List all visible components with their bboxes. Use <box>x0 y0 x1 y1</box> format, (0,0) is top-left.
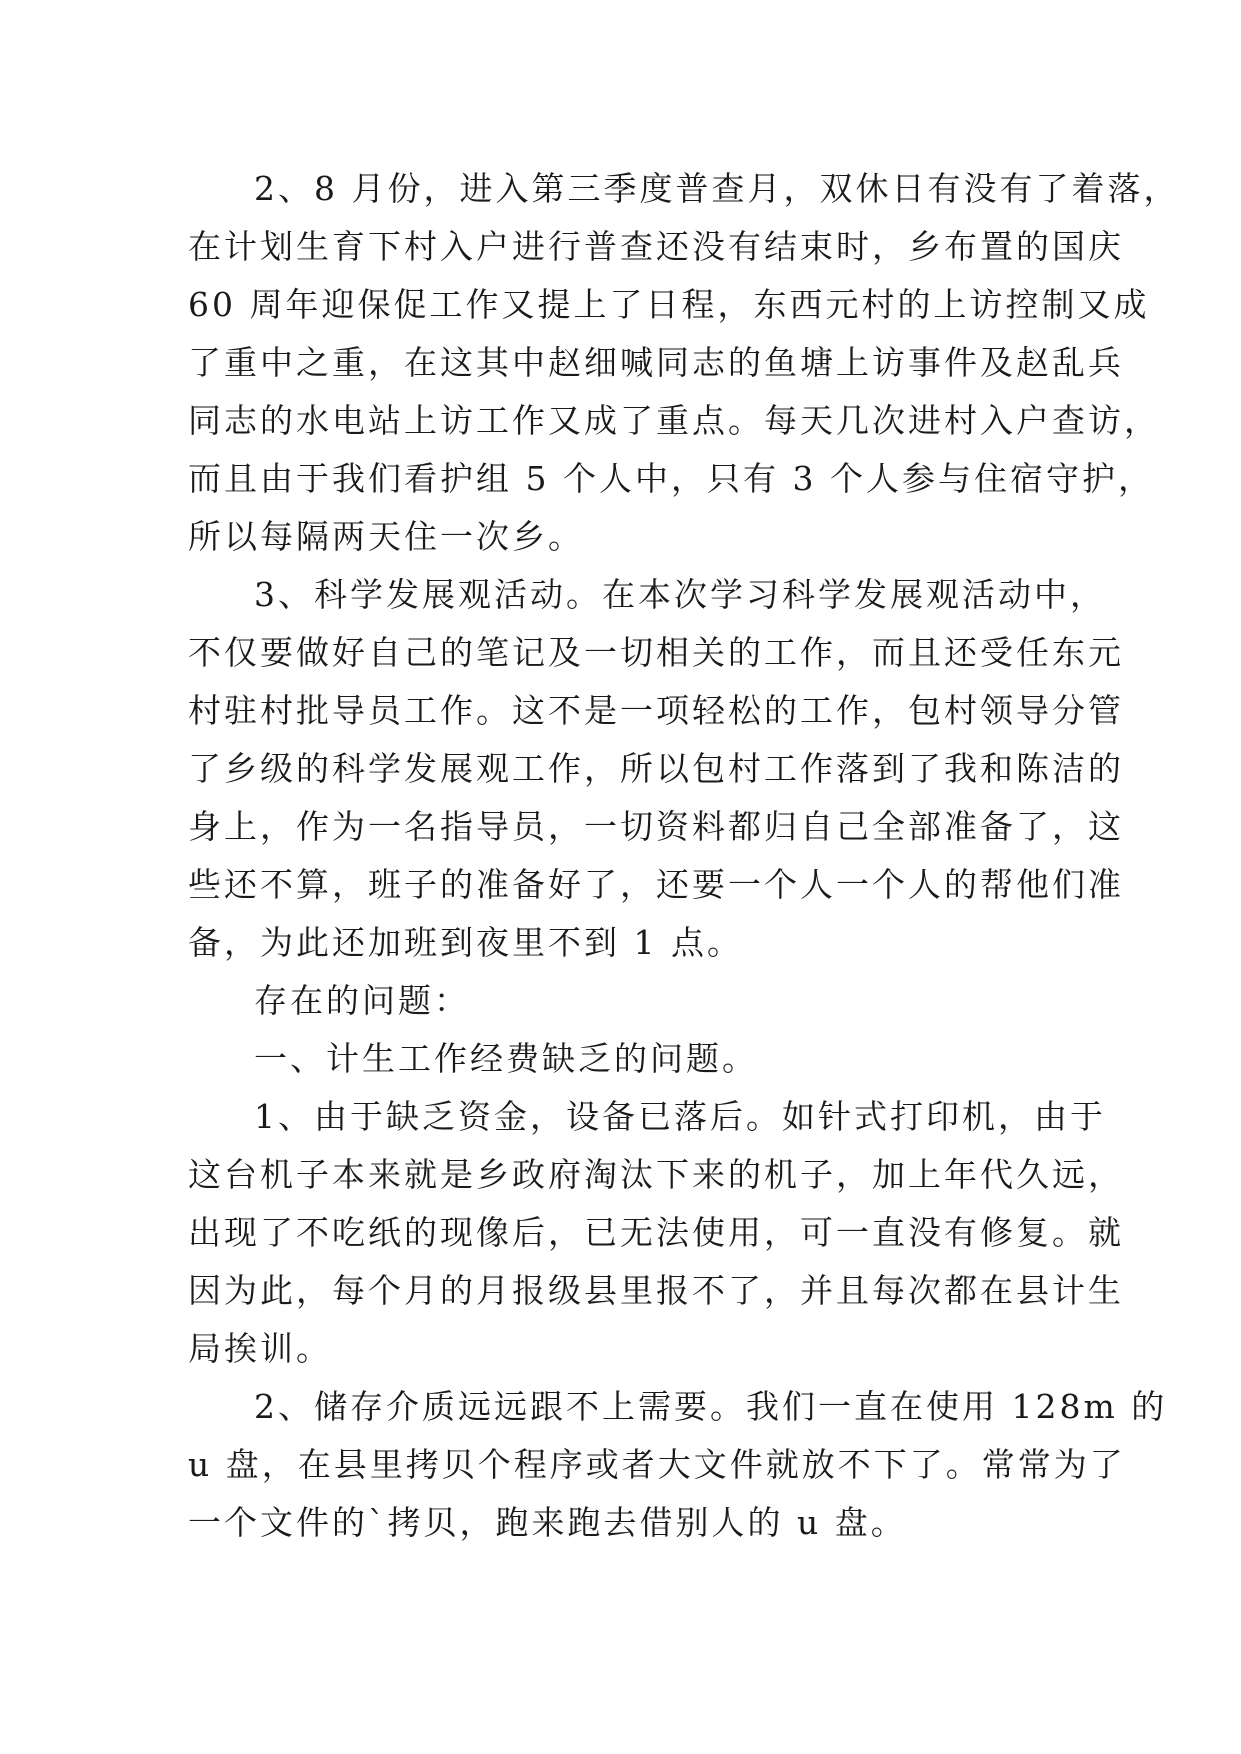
text-line: 因为此，每个月的月报级县里报不了，并且每次都在县计生 <box>188 1271 1124 1310</box>
text-line: 这台机子本来就是乡政府淘汰下来的机子，加上年代久远， <box>188 1155 1124 1194</box>
text-line: 在计划生育下村入户进行普查还没有结束时，乡布置的国庆 <box>188 227 1124 266</box>
text-line: 一个文件的`拷贝，跑来跑去借别人的 u 盘。 <box>188 1503 907 1542</box>
text-line: 2、8 月份，进入第三季度普查月，双休日有没有了着落， <box>254 169 1180 208</box>
text-line: 了乡级的科学发展观工作，所以包村工作落到了我和陈洁的 <box>188 749 1124 788</box>
text-line: 不仅要做好自己的笔记及一切相关的工作，而且还受任东元 <box>188 633 1124 672</box>
text-line: 出现了不吃纸的现像后，已无法使用，可一直没有修复。就 <box>188 1213 1124 1252</box>
text-line: 2、储存介质远远跟不上需要。我们一直在使用 128m 的 <box>254 1387 1168 1426</box>
text-line: 同志的水电站上访工作又成了重点。每天几次进村入户查访， <box>188 401 1160 440</box>
text-line: 备，为此还加班到夜里不到 1 点。 <box>188 923 743 962</box>
text-line: 所以每隔两天住一次乡。 <box>188 517 584 556</box>
text-line: u 盘，在县里拷贝个程序或者大文件就放不下了。常常为了 <box>188 1445 1126 1484</box>
text-line: 些还不算，班子的准备好了，还要一个人一个人的帮他们准 <box>188 865 1124 904</box>
document-body <box>188 160 1180 1552</box>
text-line: 存在的问题： <box>254 981 470 1020</box>
text-line: 身上，作为一名指导员，一切资料都归自己全部准备了，这 <box>188 807 1124 846</box>
text-line: 村驻村批导员工作。这不是一项轻松的工作，包村领导分管 <box>188 691 1124 730</box>
text-line: 了重中之重，在这其中赵细喊同志的鱼塘上访事件及赵乱兵 <box>188 343 1124 382</box>
text-line: 而且由于我们看护组 5 个人中，只有 3 个人参与住宿守护， <box>188 459 1154 498</box>
text-line: 一、计生工作经费缺乏的问题。 <box>254 1039 758 1078</box>
text-line: 60 周年迎保促工作又提上了日程，东西元村的上访控制又成 <box>188 285 1150 324</box>
text-line: 1、由于缺乏资金，设备已落后。如针式打印机，由于 <box>254 1097 1106 1136</box>
text-line: 3、科学发展观活动。在本次学习科学发展观活动中， <box>254 575 1106 614</box>
text-line: 局挨训。 <box>188 1329 332 1368</box>
